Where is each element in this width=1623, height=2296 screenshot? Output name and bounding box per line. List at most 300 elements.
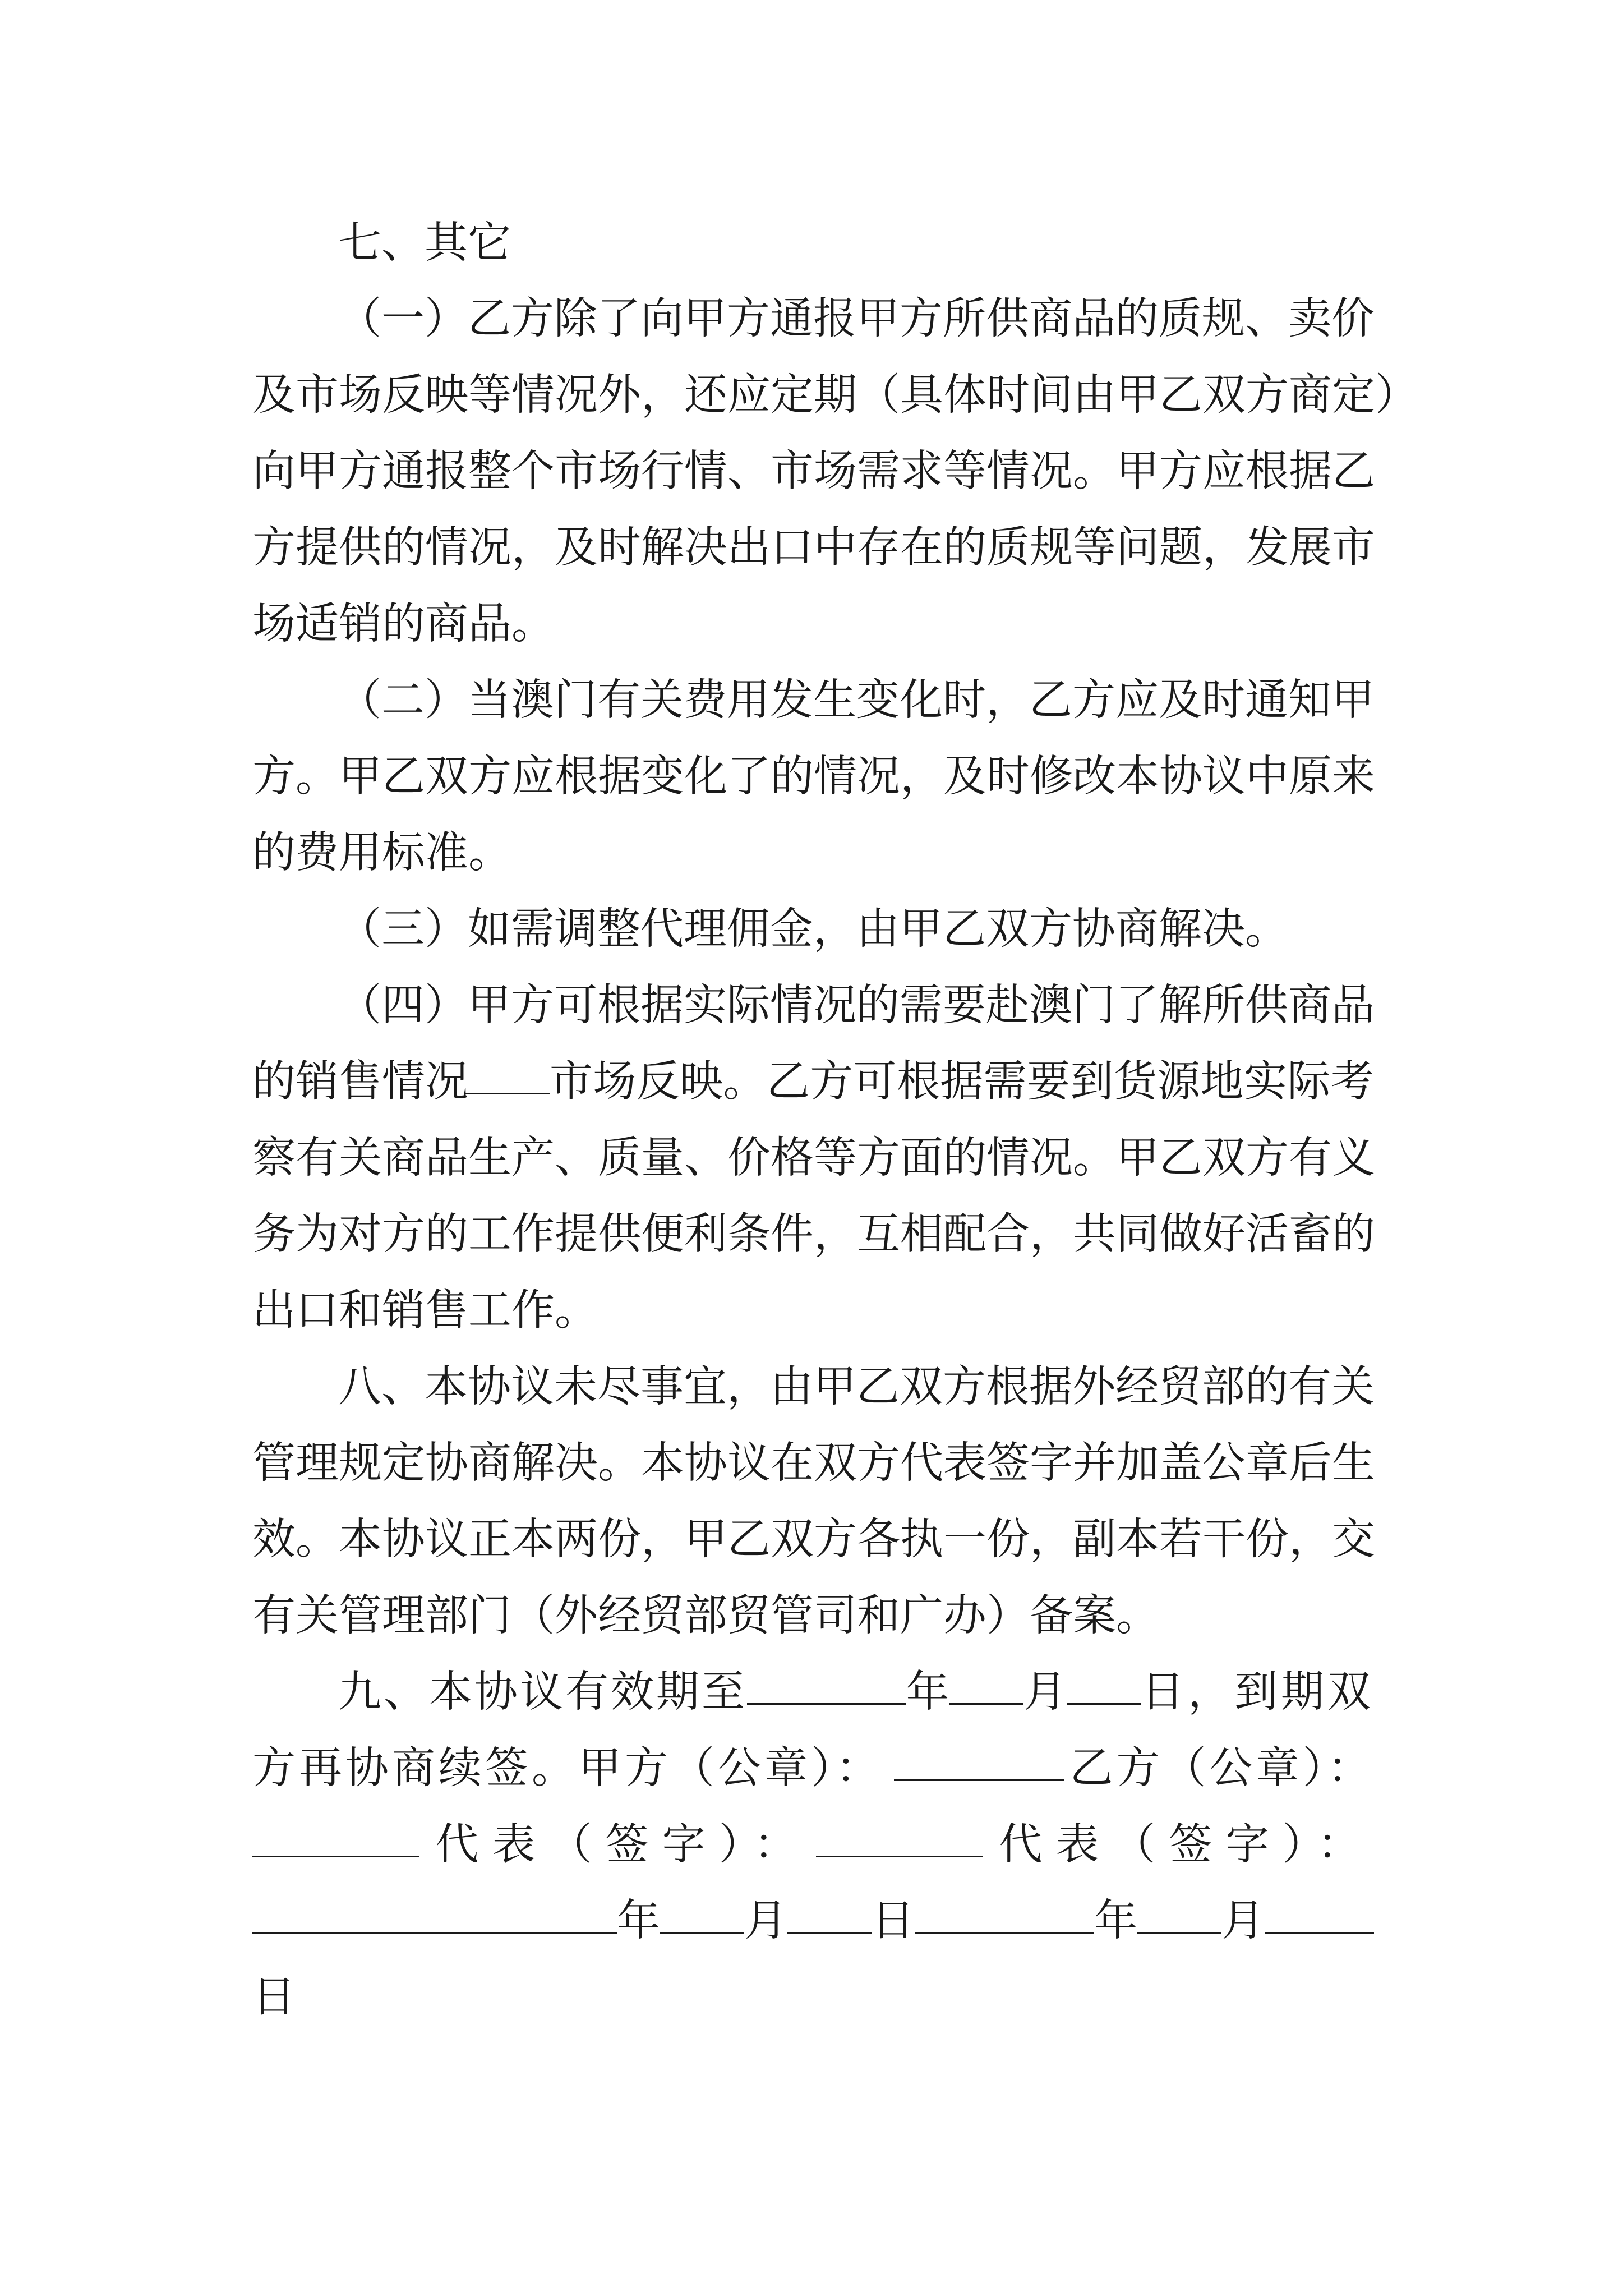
- glyph: 品: [425, 1133, 468, 1183]
- glyph: 际: [727, 981, 770, 1030]
- glyph: 合: [986, 1209, 1030, 1259]
- glyph: 了: [597, 294, 640, 344]
- para-text: 的费用标准。: [252, 828, 511, 878]
- glyph: 情: [382, 1057, 425, 1107]
- glyph: 份: [1246, 1515, 1289, 1565]
- glyph: 方: [1072, 675, 1115, 725]
- glyph: 报: [813, 294, 856, 344]
- glyph: 及: [943, 752, 986, 802]
- glyph: 根: [897, 1057, 940, 1107]
- glyph: 反: [382, 370, 425, 420]
- day-blank-2: [1265, 1931, 1374, 1934]
- glyph: 生: [468, 1133, 511, 1183]
- glyph: 配: [943, 1209, 986, 1259]
- para-text: （三）如需调整代理佣金，由甲乙双方协商解决。: [338, 904, 1288, 954]
- party-a-rep-blank: [816, 1855, 983, 1857]
- glyph: 及: [555, 523, 598, 573]
- glyph: 存: [857, 523, 900, 573]
- glyph: 表: [943, 1438, 986, 1488]
- glyph: 澳: [511, 675, 554, 725]
- glyph: 方: [468, 752, 511, 802]
- month-blank: [949, 1703, 1023, 1705]
- glyph: 若: [1159, 1515, 1202, 1565]
- glyph: 赴: [986, 981, 1029, 1030]
- para-7-4-line-1: [338, 964, 1374, 1048]
- glyph: 甲: [813, 1362, 856, 1412]
- glyph: 、: [727, 447, 771, 496]
- glyph: 时: [986, 752, 1030, 802]
- glyph: 了: [727, 752, 771, 802]
- glyph: 互: [857, 1209, 900, 1259]
- glyph: 供: [1245, 981, 1288, 1030]
- glyph: 应: [1202, 447, 1246, 496]
- para-7-2-line-3: [252, 811, 1374, 895]
- glyph: 情: [814, 752, 857, 802]
- glyph: 协: [468, 1362, 511, 1412]
- glyph: 根: [555, 752, 598, 802]
- glyph: 公: [1202, 1438, 1246, 1488]
- party-b-seal-label: 乙方（公章）：: [1069, 1743, 1374, 1793]
- glyph: 场: [598, 447, 641, 496]
- glyph: 份: [986, 1515, 1030, 1565]
- glyph: 方: [252, 523, 296, 573]
- glyph: 对: [339, 1209, 382, 1259]
- glyph: 有: [1289, 1133, 1332, 1183]
- glyph: 应: [1115, 675, 1159, 725]
- glyph: 所: [1202, 981, 1245, 1030]
- glyph: 效: [252, 1515, 296, 1565]
- glyph: 。: [723, 1057, 767, 1107]
- glyph: 定: [1332, 370, 1375, 420]
- glyph: 一: [943, 1515, 986, 1565]
- glyph: 两: [555, 1515, 598, 1565]
- glyph: 方: [339, 447, 382, 496]
- glyph: 方: [857, 1133, 900, 1183]
- glyph: 决: [684, 523, 727, 573]
- glyph: 字: [1030, 1438, 1073, 1488]
- day-blank: [1067, 1703, 1141, 1705]
- glyph: 甲: [1116, 447, 1159, 496]
- glyph: 本: [641, 1438, 684, 1488]
- glyph: 情: [986, 447, 1030, 496]
- glyph: ，: [727, 1362, 770, 1412]
- para-8-line-4: [252, 1574, 1374, 1658]
- para-7-4-line-5: [252, 1269, 1374, 1353]
- year-blank-2: [915, 1931, 1094, 1934]
- glyph: 题: [1159, 523, 1202, 573]
- glyph: 方: [511, 294, 554, 344]
- glyph: 做: [1159, 1209, 1202, 1259]
- glyph: 可: [554, 981, 597, 1030]
- day-label-2: 日: [252, 1972, 296, 2022]
- glyph: 甲: [1116, 1133, 1159, 1183]
- glyph: 情: [986, 1133, 1030, 1183]
- para-text: 日，到期双: [1141, 1667, 1375, 1717]
- glyph: 市: [1332, 523, 1375, 573]
- glyph: 修: [1030, 752, 1073, 802]
- glyph: 。: [1073, 447, 1116, 496]
- glyph: 要: [943, 981, 986, 1030]
- glyph: 执: [900, 1515, 943, 1565]
- glyph: 甲: [1116, 370, 1159, 420]
- glyph: 方: [511, 981, 554, 1030]
- year-label: 年: [617, 1896, 660, 1946]
- para-7-1-line-2: [252, 353, 1418, 438]
- glyph: 协: [382, 1515, 425, 1565]
- glyph: 供: [339, 523, 382, 573]
- glyph: 市: [555, 447, 598, 496]
- glyph: 的: [943, 1133, 986, 1183]
- glyph: 、: [381, 1362, 425, 1412]
- glyph: 时: [943, 675, 986, 725]
- glyph: 双: [1202, 1133, 1246, 1183]
- glyph: 管: [252, 1438, 296, 1488]
- glyph: 关: [339, 1133, 382, 1183]
- glyph: 交: [1332, 1515, 1375, 1565]
- glyph: 问: [1116, 523, 1159, 573]
- glyph: 甲: [296, 447, 339, 496]
- glyph: 等: [1073, 523, 1116, 573]
- glyph: 况: [857, 752, 900, 802]
- glyph: 市: [771, 447, 814, 496]
- glyph: 有: [296, 1133, 339, 1183]
- glyph: 一: [381, 294, 425, 344]
- para-7-1-line-4: [252, 506, 1374, 590]
- glyph: 价: [727, 1133, 771, 1183]
- glyph: 来: [1332, 752, 1375, 802]
- para-9-line-4: [252, 1879, 1374, 1963]
- glyph: ）: [425, 981, 468, 1030]
- day-blank: [787, 1931, 872, 1934]
- glyph: 方: [943, 1362, 986, 1412]
- glyph: 所: [943, 294, 986, 344]
- glyph: 向: [640, 294, 684, 344]
- glyph: 市: [550, 1057, 593, 1107]
- para-9-line-5: [252, 1955, 1374, 2040]
- glyph: 销: [296, 1057, 339, 1107]
- glyph: 面: [900, 1133, 943, 1183]
- glyph: 本: [1116, 1515, 1159, 1565]
- glyph: 向: [252, 447, 296, 496]
- glyph: 格: [771, 1133, 814, 1183]
- glyph: 乙: [382, 752, 425, 802]
- month-label: 月: [1023, 1667, 1067, 1717]
- para-7-4-line-4: [252, 1193, 1374, 1277]
- glyph: 双: [900, 1362, 943, 1412]
- para-7-4-line-2: [252, 1040, 1374, 1124]
- glyph: 实: [1244, 1057, 1287, 1107]
- glyph: （: [338, 675, 381, 725]
- glyph: 有: [597, 675, 640, 725]
- glyph: 甲: [1331, 675, 1375, 725]
- glyph: 据: [1029, 1362, 1072, 1412]
- para-7-2-line-1: [338, 659, 1374, 743]
- glyph: 具: [900, 370, 943, 420]
- glyph: 件: [771, 1209, 814, 1259]
- party-a-seal-value-blank: [252, 1855, 419, 1857]
- glyph: 本: [511, 1515, 555, 1565]
- glyph: 甲: [468, 981, 511, 1030]
- glyph: 加: [1116, 1438, 1159, 1488]
- glyph: 外: [598, 370, 641, 420]
- glyph: 应: [727, 370, 771, 420]
- glyph: 议: [511, 1362, 554, 1412]
- year-label-2: 年: [1094, 1896, 1137, 1946]
- glyph: 商: [1029, 294, 1072, 344]
- glyph: 供: [986, 294, 1029, 344]
- glyph: 的: [1115, 294, 1159, 344]
- glyph: 提: [296, 523, 339, 573]
- glyph: 市: [296, 370, 339, 420]
- glyph: 正: [468, 1515, 511, 1565]
- justified-group: [252, 1040, 468, 1124]
- glyph: 商: [1288, 981, 1331, 1030]
- glyph: 规: [339, 1438, 382, 1488]
- glyph: 可: [853, 1057, 897, 1107]
- glyph: 议: [425, 1515, 468, 1565]
- glyph: 规: [1202, 294, 1245, 344]
- glyph: ，: [986, 675, 1029, 725]
- glyph: 关: [640, 675, 684, 725]
- glyph: 考: [1330, 1057, 1374, 1107]
- glyph: 盖: [1159, 1438, 1202, 1488]
- glyph: 据: [940, 1057, 984, 1107]
- glyph: 等: [468, 370, 511, 420]
- glyph: 双: [771, 1515, 814, 1565]
- glyph: 。: [1073, 1133, 1116, 1183]
- glyph: 双: [425, 752, 468, 802]
- glyph: 的: [1245, 1362, 1288, 1412]
- glyph: 整: [468, 447, 511, 496]
- blank-underline: [465, 1092, 550, 1094]
- glyph: 代: [900, 1438, 943, 1488]
- glyph: ，: [1289, 1515, 1332, 1565]
- glyph: 方: [810, 1057, 854, 1107]
- para-7-3-line-1: [338, 887, 1374, 972]
- justified-group: [550, 1040, 1374, 1124]
- para-text: 有关管理部门（外经贸部贸管司和广办）备案。: [252, 1591, 1159, 1641]
- glyph: 方: [727, 294, 770, 344]
- glyph: 还: [684, 370, 727, 420]
- glyph: ，: [814, 1209, 857, 1259]
- glyph: 。: [598, 1438, 641, 1488]
- para-8-line-2: [252, 1421, 1374, 1506]
- month-label-2: 月: [1221, 1896, 1265, 1946]
- glyph: 的: [856, 981, 900, 1030]
- glyph: 货: [1113, 1057, 1157, 1107]
- glyph: 四: [381, 981, 425, 1030]
- glyph: 质: [1159, 294, 1202, 344]
- glyph: 相: [900, 1209, 943, 1259]
- glyph: 需: [983, 1057, 1027, 1107]
- glyph: 方: [1246, 370, 1289, 420]
- glyph: 乙: [468, 294, 511, 344]
- glyph: 的: [771, 752, 814, 802]
- glyph: 乙: [727, 1515, 771, 1565]
- glyph: 理: [296, 1438, 339, 1488]
- glyph: 中: [814, 523, 857, 573]
- glyph: 况: [1030, 447, 1073, 496]
- glyph: 需: [900, 981, 943, 1030]
- glyph: ，: [511, 523, 555, 573]
- para-7-2-line-2: [252, 735, 1374, 819]
- party-a-seal-label: 方再协商续签。甲方（公章）：: [252, 1743, 883, 1793]
- glyph: 外: [1072, 1362, 1115, 1412]
- glyph: 据: [1289, 447, 1332, 496]
- glyph: 用: [727, 675, 770, 725]
- glyph: 变: [641, 752, 684, 802]
- glyph: 映: [680, 1057, 723, 1107]
- glyph: 商: [1289, 370, 1332, 420]
- glyph: 由: [770, 1362, 813, 1412]
- glyph: 为: [296, 1209, 339, 1259]
- glyph: 方: [900, 294, 943, 344]
- glyph: 活: [1246, 1209, 1289, 1259]
- para-text: 场适销的商品。: [252, 599, 555, 649]
- glyph: 的: [252, 1057, 296, 1107]
- glyph: 副: [1073, 1515, 1116, 1565]
- glyph: 部: [1202, 1362, 1245, 1412]
- glyph: 价: [1331, 294, 1375, 344]
- para-8-line-1: [338, 1345, 1374, 1429]
- glyph: 乙: [766, 1057, 810, 1107]
- glyph: 品: [1072, 294, 1115, 344]
- glyph: 甲: [856, 294, 900, 344]
- glyph: 质: [598, 1133, 641, 1183]
- glyph: 根: [986, 1362, 1029, 1412]
- glyph: 甲: [339, 752, 382, 802]
- glyph: 事: [640, 1362, 684, 1412]
- glyph: 方: [382, 1209, 425, 1259]
- glyph: 乙: [1159, 370, 1202, 420]
- glyph: 。: [296, 752, 339, 802]
- glyph: 门: [1072, 981, 1115, 1030]
- glyph: 工: [468, 1209, 511, 1259]
- glyph: 双: [814, 1438, 857, 1488]
- glyph: 同: [1116, 1209, 1159, 1259]
- glyph: 据: [598, 752, 641, 802]
- glyph: 章: [1246, 1438, 1289, 1488]
- glyph: 份: [598, 1515, 641, 1565]
- glyph: 并: [1073, 1438, 1116, 1488]
- glyph: 的: [943, 523, 986, 573]
- glyph: 解: [511, 1438, 555, 1488]
- glyph: 好: [1202, 1209, 1246, 1259]
- day-label: 日: [872, 1896, 915, 1946]
- glyph: 场: [814, 447, 857, 496]
- glyph: （: [338, 294, 381, 344]
- glyph: ，: [641, 1515, 684, 1565]
- glyph: 商: [382, 1133, 425, 1183]
- glyph: 门: [554, 675, 597, 725]
- glyph: 解: [641, 523, 684, 573]
- glyph: 便: [641, 1209, 684, 1259]
- glyph: （: [857, 370, 900, 420]
- glyph: 情: [511, 370, 555, 420]
- glyph: 有: [1288, 1362, 1331, 1412]
- glyph: 条: [727, 1209, 771, 1259]
- glyph: 原: [1289, 752, 1332, 802]
- glyph: 协: [1159, 752, 1202, 802]
- glyph: 产: [511, 1133, 555, 1183]
- glyph: 根: [1246, 447, 1289, 496]
- glyph: 签: [986, 1438, 1030, 1488]
- para-9-line-1: [338, 1650, 1374, 1734]
- glyph: 情: [770, 981, 813, 1030]
- glyph: 据: [640, 981, 684, 1030]
- glyph: 生: [1332, 1438, 1375, 1488]
- glyph: 需: [857, 447, 900, 496]
- glyph: 的: [382, 523, 425, 573]
- para-7-1-line-3: [252, 430, 1374, 514]
- glyph: 双: [1202, 370, 1246, 420]
- glyph: 议: [1202, 752, 1246, 802]
- para-8-line-3: [252, 1498, 1374, 1582]
- glyph: ，: [1030, 1209, 1073, 1259]
- glyph: 乙: [1332, 447, 1375, 496]
- glyph: 商: [468, 1438, 511, 1488]
- glyph: 体: [943, 370, 986, 420]
- glyph: 未: [554, 1362, 597, 1412]
- glyph: 实: [684, 981, 727, 1030]
- glyph: 地: [1200, 1057, 1244, 1107]
- glyph: 及: [252, 370, 296, 420]
- glyph: 、: [555, 1133, 598, 1183]
- glyph: 及: [1159, 675, 1202, 725]
- glyph: 出: [727, 523, 771, 573]
- glyph: 映: [425, 370, 468, 420]
- glyph: 作: [511, 1209, 555, 1259]
- glyph: 通: [770, 294, 813, 344]
- glyph: 时: [598, 523, 641, 573]
- glyph: （: [338, 981, 381, 1030]
- para-7-1-line-5: [252, 582, 1374, 666]
- glyph: 方: [857, 1438, 900, 1488]
- glyph: 决: [555, 1438, 598, 1488]
- glyph: 变: [856, 675, 900, 725]
- glyph: 甲: [684, 1515, 727, 1565]
- glyph: 关: [1331, 1362, 1375, 1412]
- glyph: 况: [1030, 1133, 1073, 1183]
- glyph: 方: [252, 752, 296, 802]
- year-blank: [747, 1703, 906, 1705]
- glyph: 量: [641, 1133, 684, 1183]
- glyph: 畜: [1289, 1209, 1332, 1259]
- glyph: 乙: [856, 1362, 900, 1412]
- glyph: 时: [986, 370, 1030, 420]
- glyph: 尽: [597, 1362, 640, 1412]
- para-7-4-line-3: [252, 1116, 1374, 1200]
- glyph: 乙: [1159, 1133, 1202, 1183]
- glyph: 展: [1289, 523, 1332, 573]
- glyph: 质: [986, 523, 1030, 573]
- glyph: 品: [1331, 981, 1375, 1030]
- glyph: 发: [770, 675, 813, 725]
- glyph: 议: [727, 1438, 771, 1488]
- glyph: 八: [338, 1362, 381, 1412]
- glyph: 方: [1159, 447, 1202, 496]
- glyph: 本: [1116, 752, 1159, 802]
- glyph: 甲: [684, 294, 727, 344]
- glyph: 义: [1332, 1133, 1375, 1183]
- glyph: 场: [339, 370, 382, 420]
- glyph: 利: [684, 1209, 727, 1259]
- glyph: 除: [554, 294, 597, 344]
- glyph: 情: [684, 447, 727, 496]
- party-b-rep-label: 代表（签字）：: [999, 1820, 1374, 1870]
- glyph: 期: [814, 370, 857, 420]
- glyph: 当: [468, 675, 511, 725]
